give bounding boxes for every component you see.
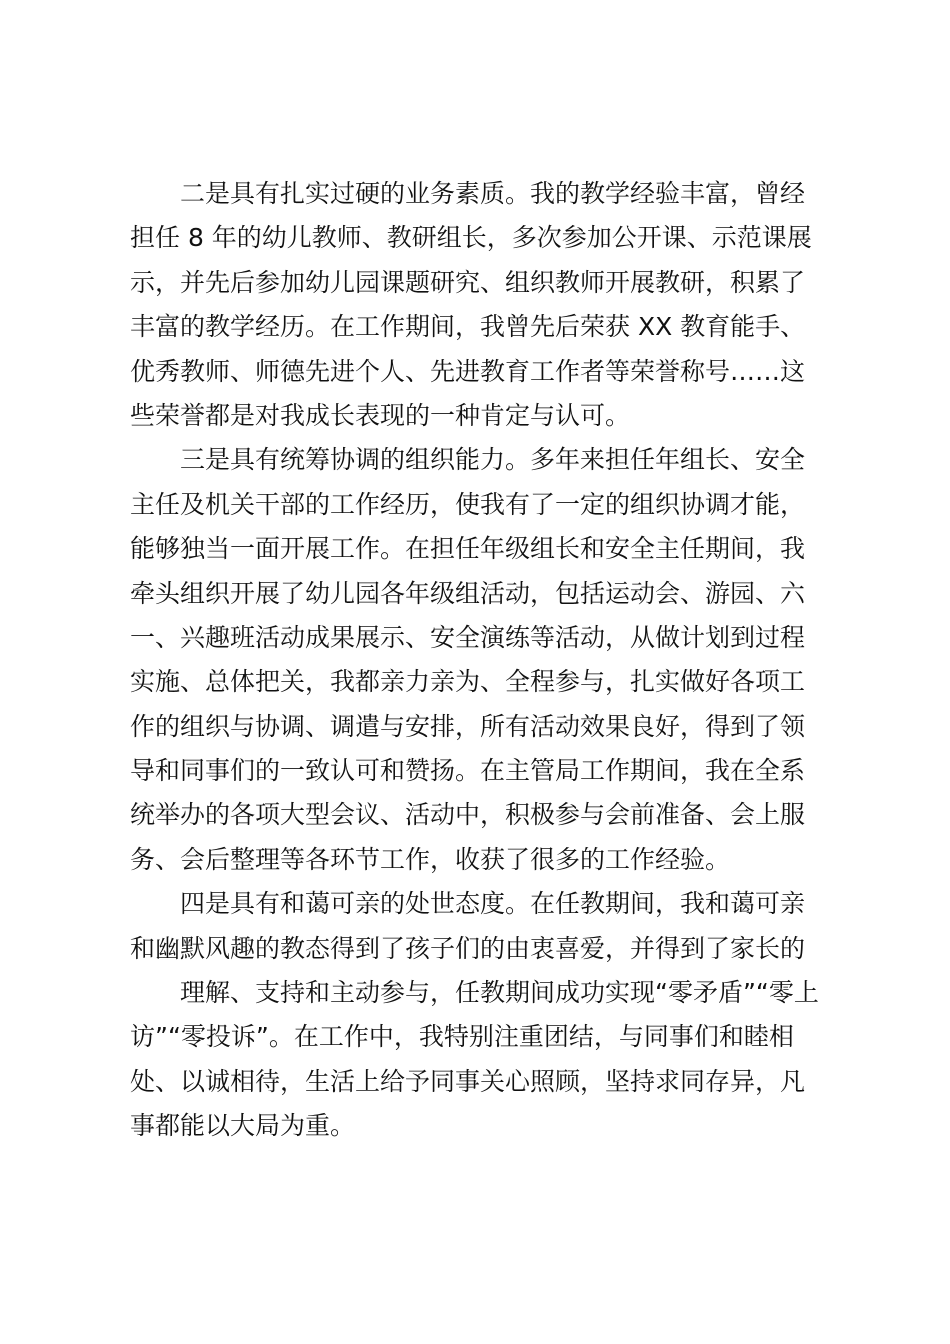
paragraph-3-line-5: 一、兴趣班活动成果展示、安全演练等活动，从做计划到过程 bbox=[130, 622, 806, 652]
paragraph-2-line-1: 二是具有扎实过硬的业务素质。我的教学经验丰富，曾经 bbox=[180, 179, 806, 208]
paragraph-2-line-6: 些荣誉都是对我成长表现的一种肯定与认可。 bbox=[130, 400, 631, 430]
paragraph-4-line-5: 处、以诚相待，生活上给予同事关心照顾，坚持求同存异，凡 bbox=[130, 1066, 806, 1096]
paragraph-3-line-8: 导和同事们的一致认可和赞扬。在主管局工作期间，我在全系 bbox=[130, 756, 806, 786]
paragraph-2-line-3: 示，并先后参加幼儿园课题研究、组织教师开展教研，积累了 bbox=[130, 267, 806, 297]
paragraph-3-line-7: 作的组织与协调、调遣与安排，所有活动效果良好，得到了领 bbox=[130, 711, 806, 741]
body-text bbox=[130, 172, 830, 1149]
paragraph-3-line-3: 能够独当一面开展工作。在担任年级组长和安全主任期间，我 bbox=[130, 534, 806, 564]
paragraph-4-line-6: 事都能以大局为重。 bbox=[130, 1111, 356, 1141]
paragraph-4-line-3: 理解、支持和主动参与，任教期间成功实现“零矛盾”“零上 bbox=[180, 978, 819, 1008]
paragraph-3-line-9: 统举办的各项大型会议、活动中，积极参与会前准备、会上服 bbox=[130, 800, 806, 830]
paragraph-4-line-4: 访”“零投诉”。在工作中，我特别注重团结，与同事们和睦相 bbox=[130, 1022, 794, 1052]
paragraph-3-line-1: 三是具有统筹协调的组织能力。多年来担任年组长、安全 bbox=[180, 445, 806, 475]
paragraph-2-line-2: 担任 8 年的幼儿教师、教研组长，多次参加公开课、示范课展 bbox=[130, 223, 812, 253]
paragraph-3-line-6: 实施、总体把关，我都亲力亲为、全程参与，扎实做好各项工 bbox=[130, 667, 806, 697]
paragraph-3-line-4: 牵头组织开展了幼儿园各年级组活动，包括运动会、游园、六 bbox=[130, 578, 806, 608]
paragraph-3-line-10: 务、会后整理等各环节工作，收获了很多的工作经验。 bbox=[130, 844, 731, 874]
paragraph-2-line-4: 丰富的教学经历。在工作期间，我曾先后荣获 XX 教育能手、 bbox=[130, 312, 806, 342]
paragraph-4-line-1: 四是具有和蔼可亲的处世态度。在任教期间，我和蔼可亲 bbox=[180, 889, 806, 919]
paragraph-4-line-2: 和幽默风趣的教态得到了孩子们的由衷喜爱，并得到了家长的 bbox=[130, 933, 806, 963]
paragraph-3-line-2: 主任及机关干部的工作经历，使我有了一定的组织协调才能， bbox=[130, 489, 806, 519]
paragraph-2-line-5: 优秀教师、师德先进个人、先进教育工作者等荣誉称号……这 bbox=[130, 356, 806, 386]
